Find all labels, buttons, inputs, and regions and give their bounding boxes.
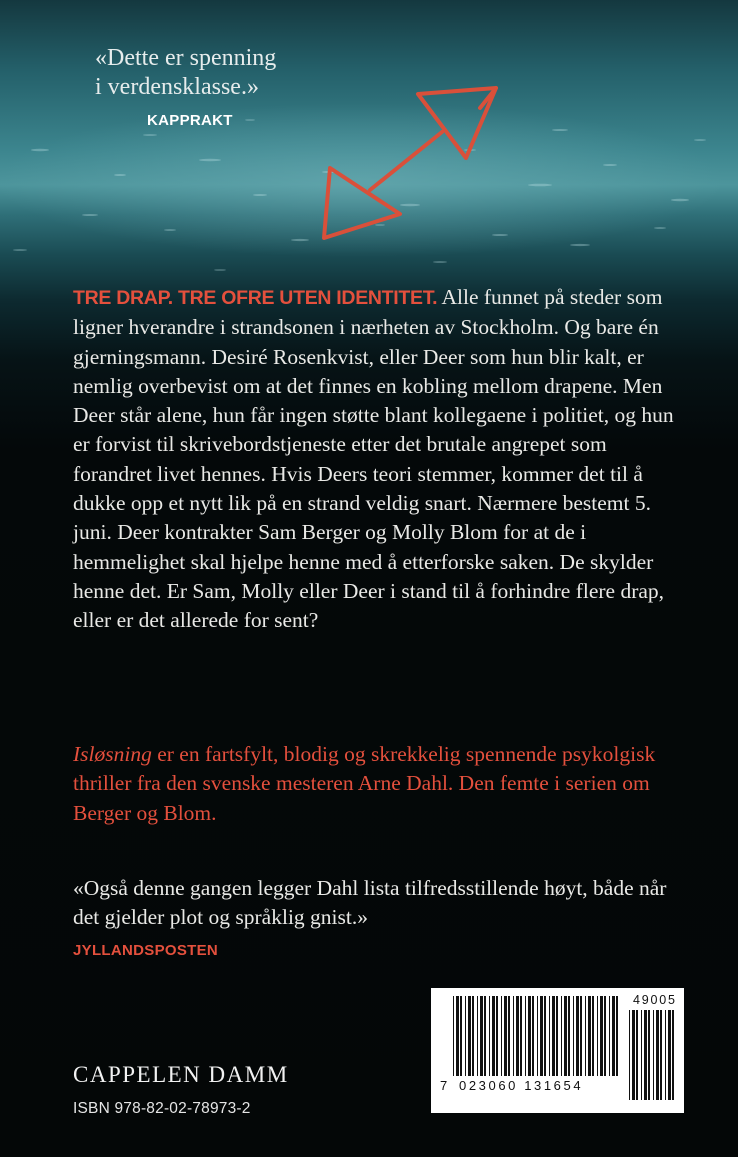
barcode-addon-digits: 49005 (633, 993, 677, 1007)
top-quote-line-2: i verdensklasse.» (95, 74, 259, 100)
book-title: Isløsning (73, 742, 152, 766)
synopsis-body: Alle funnet på steder som ligner hverandre i strandsonen i nærheten av Stockholm. Og bare én gjerningsmann. Desiré Rosenkvist, eller Deer som hun blir kalt, er nemlig overbevist om at det finnes en kobling mellom drapene. Men Deer står alene, hun får ingen støtte blant kollegaene i politiet, og hun er forvist til skrivebordstjeneste etter det brutale angrepet som forandret livet hennes. Hvis Deers teori stemmer, kommer det til å dukke opp et nytt lik på en strand veldig snart. Nærmere bestemt 5. juni. Deer kontrakter Sam Berger og Molly Blom for at de i hemmelighet skal hjelpe henne med å etterforske saken. De skylder henne det. Er Sam, Molly eller Deer i stand til å forhindre flere drap, eller er det allerede for sent? (73, 285, 674, 633)
top-review-quote (95, 44, 395, 135)
promo-body: er en fartsfylt, blodig og skrekkelig spennende psykolgisk thriller fra den svenske mesteren Arne Dahl. Den femte i serien om Berger og Blom. (73, 742, 656, 825)
barcode (431, 988, 684, 1113)
top-quote-source: KAPPRAKT (147, 112, 233, 129)
bottom-review-quote (73, 874, 683, 965)
publisher-logo: CAPPELEN DAMM (73, 1062, 289, 1087)
barcode-lead-digit: 7 (440, 1078, 450, 1093)
top-quote-line-1: «Dette er spenning (95, 45, 277, 71)
synopsis-text (73, 283, 683, 636)
barcode-main-digits: 023060 131654 (459, 1078, 584, 1093)
bottom-quote-source: JYLLANDSPOSTEN (73, 941, 219, 959)
promo-text (73, 740, 683, 828)
synopsis-lead: TRE DRAP. TRE OFRE UTEN IDENTITET. (73, 287, 438, 309)
isbn-number: ISBN 978-82-02-78973-2 (73, 1100, 251, 1117)
bottom-quote-text: «Også denne gangen legger Dahl lista tilfredsstillende høyt, både når det gjelder plot og språklig gnist.» (73, 876, 667, 930)
